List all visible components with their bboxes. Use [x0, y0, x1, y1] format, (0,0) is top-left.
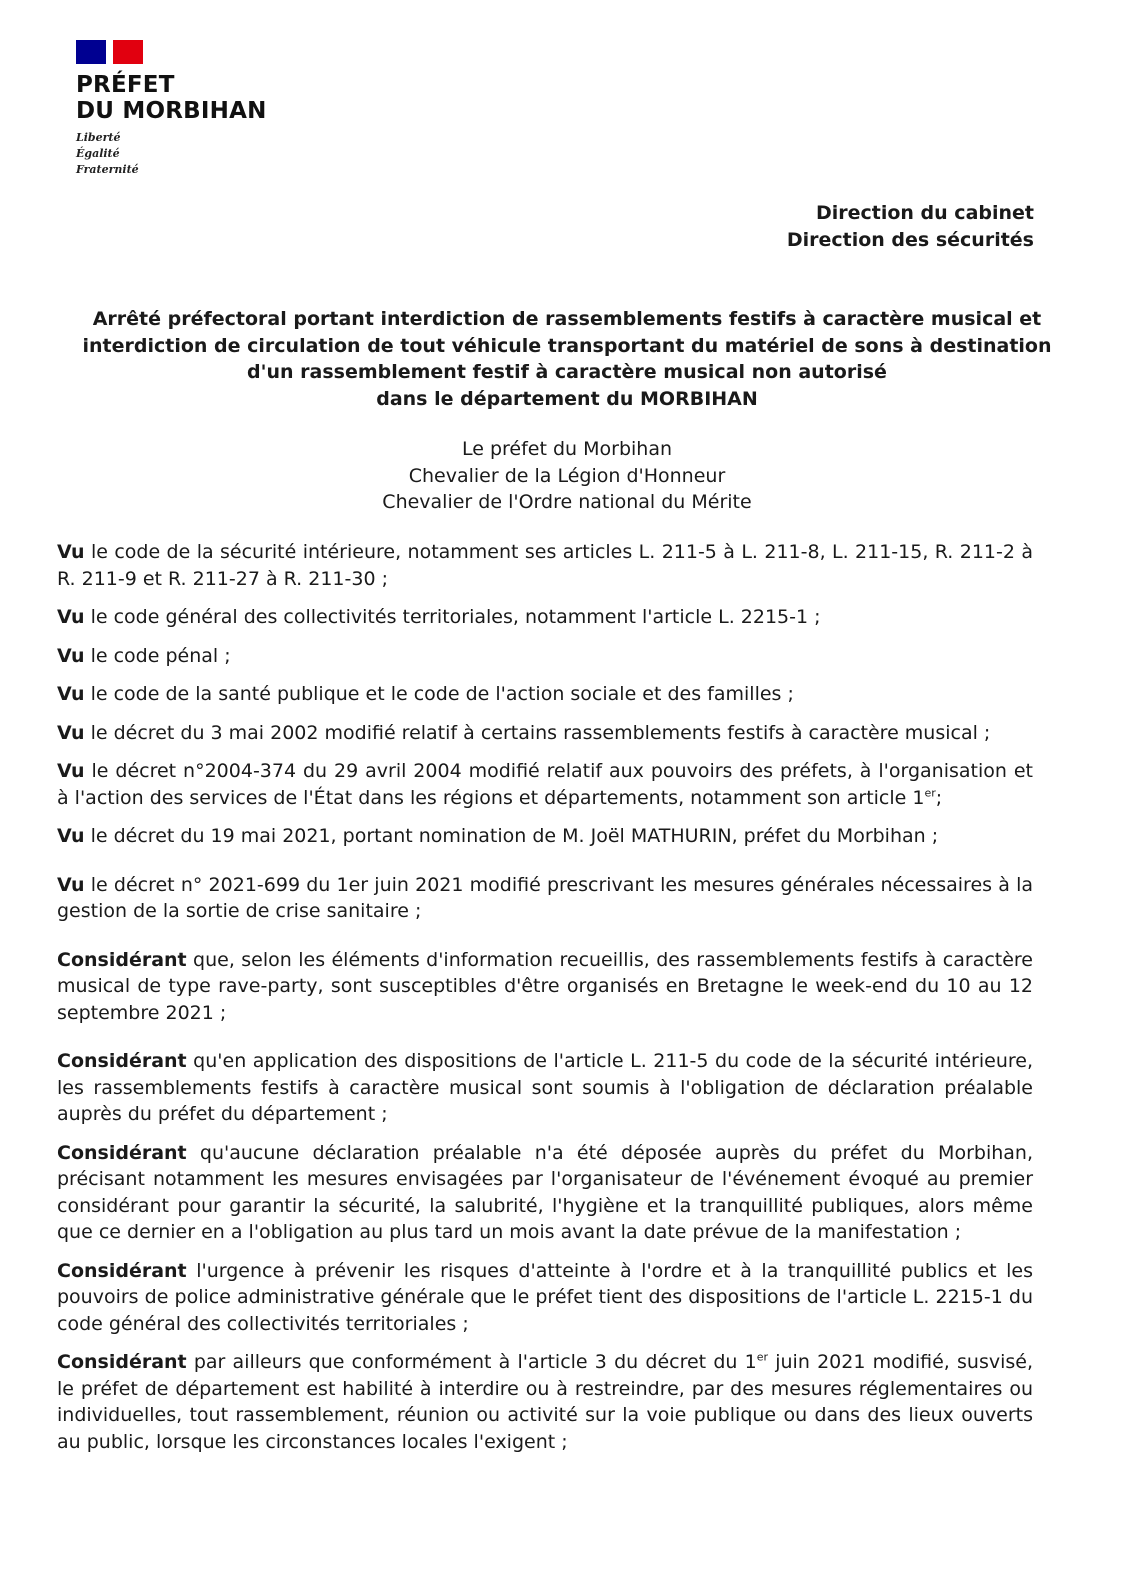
visa-paragraph [57, 758, 1033, 811]
paragraph-lead: Vu [57, 541, 85, 563]
paragraph-text: le code pénal ; [84, 644, 231, 667]
paragraph-lead: Considérant [57, 1050, 187, 1072]
motto-fraternite: Fraternité [76, 163, 139, 176]
prefect-line2: Chevalier de la Légion d'Honneur [408, 464, 726, 487]
visa-paragraph [57, 643, 1033, 670]
marianne-flag-icon [76, 40, 143, 64]
paragraph-text: le décret n° 2021-699 du 1er juin 2021 modifié prescrivant les mesures générales nécessaires à la gestion de la sortie de crise sanitaire ; [57, 873, 1033, 922]
prefect-block [60, 436, 1074, 516]
paragraph-tail: juin 2021 modifié, susvisé, le préfet de département est habilité à interdire ou à restreindre, par des mesures réglementaires ou individuelles, tout rassemblement, réunion ou activité sur la voie publique ou dans des lieux ouverts au public, lorsque les circonstances locales l'exigent ; [57, 1351, 1033, 1453]
visa-paragraph [57, 720, 1033, 747]
visa-paragraph [57, 681, 1033, 708]
prefect-line3: Chevalier de l'Ordre national du Mérite [382, 491, 752, 513]
paragraph-text: le code de la santé publique et le code de l'action sociale et des familles ; [84, 683, 794, 705]
org-name-line1: PRÉFET [76, 72, 175, 98]
paragraph-lead: Considérant [57, 1259, 187, 1282]
title-line3: d'un rassemblement festif à caractère musical non autorisé [247, 361, 887, 383]
paragraph-text: qu'en application des dispositions de l'article L. 211-5 du code de la sécurité intérieure, les rassemblements festifs à caractère musical sont soumis à l'obligation de déclaration préalable auprès du préfet du département ; [57, 1050, 1033, 1125]
org-name [76, 72, 276, 124]
paragraph-text: l'urgence à prévenir les risques d'atteinte à l'ordre et à la tranquillité publics et les pouvoirs de police administrative générale que le préfet tient des dispositions de l'article L. 2215-1 du code général des collectivités territoriales ; [57, 1259, 1033, 1335]
paragraph-text: par ailleurs que conformément à l'article 3 du décret du 1 [186, 1351, 757, 1373]
visa-paragraph [57, 604, 1033, 631]
paragraph-text: le code de la sécurité intérieure, notamment ses articles L. 211-5 à L. 211-8, L. 211-15, R. 211-2 à R. 211-9 et R. 211-27 à R. 211-30 ; [57, 541, 1033, 590]
paragraph-text: le décret du 19 mai 2021, portant nomination de M. Joël MATHURIN, préfet du Morbihan ; [84, 825, 939, 847]
considerant-paragraph [57, 1349, 1033, 1455]
direction-block [787, 200, 1034, 254]
paragraph-lead: Vu [57, 721, 85, 744]
paragraph-lead: Considérant [57, 1141, 187, 1164]
considerant-paragraph [57, 1258, 1033, 1338]
superscript: er [756, 1350, 769, 1364]
paragraph-lead: Vu [57, 760, 85, 782]
considerant-paragraph [57, 1140, 1033, 1246]
paragraph-tail: ; [935, 786, 943, 809]
considerant-paragraph [57, 1048, 1033, 1128]
visa-paragraph [57, 539, 1033, 592]
visa-paragraph [57, 823, 1033, 850]
decree-title [60, 306, 1074, 412]
paragraph-lead: Vu [57, 606, 85, 628]
direction-line1: Direction du cabinet [815, 202, 1034, 224]
direction-line2: Direction des sécurités [786, 229, 1034, 251]
org-name-line2: DU MORBIHAN [76, 98, 267, 124]
title-line1: Arrêté préfectoral portant interdiction de rassemblements festifs à caractère musical et [92, 308, 1042, 330]
prefecture-logo [76, 40, 276, 178]
motto-egalite: Égalité [76, 147, 120, 160]
title-line4: dans le département du MORBIHAN [376, 387, 758, 410]
paragraph-text: le décret du 3 mai 2002 modifié relatif à certains rassemblements festifs à caractère musical ; [84, 721, 991, 744]
decree-body [57, 539, 1033, 1455]
paragraph-lead: Considérant [57, 948, 187, 971]
title-line2: interdiction de circulation de tout véhicule transportant du matériel de sons à destination [82, 334, 1052, 357]
paragraph-text: le décret n°2004-374 du 29 avril 2004 modifié relatif aux pouvoirs des préfets, à l'organisation et à l'action des services de l'État dans les régions et départements, notamment son article 1 [57, 760, 1033, 809]
paragraph-lead: Vu [57, 644, 85, 667]
visa-paragraph [57, 872, 1033, 925]
paragraph-text: le code général des collectivités territoriales, notamment l'article L. 2215-1 ; [84, 606, 821, 628]
motto-liberte: Liberté [76, 131, 121, 144]
prefect-line1: Le préfet du Morbihan [461, 438, 673, 460]
paragraph-lead: Considérant [57, 1351, 187, 1373]
republic-motto [76, 130, 276, 178]
considerant-paragraph [57, 947, 1033, 1027]
paragraph-lead: Vu [57, 873, 85, 896]
paragraph-text: que, selon les éléments d'information recueillis, des rassemblements festifs à caractère musical de type rave-party, sont susceptibles d'être organisés en Bretagne le week-end du 10 au 12 septembre 2021 ; [57, 948, 1033, 1024]
paragraph-text: qu'aucune déclaration préalable n'a été déposée auprès du préfet du Morbihan, précisant notamment les mesures envisagées par l'organisateur de l'événement évoqué au premier considérant pour garantir la sécurité, la salubrité, l'hygiène et la tranquillité publiques, alors même que ce dernier en a l'obligation au plus tard un mois avant la date prévue de la manifestation ; [57, 1141, 1033, 1243]
superscript: er [924, 786, 936, 800]
paragraph-lead: Vu [57, 825, 85, 847]
paragraph-lead: Vu [57, 683, 85, 705]
